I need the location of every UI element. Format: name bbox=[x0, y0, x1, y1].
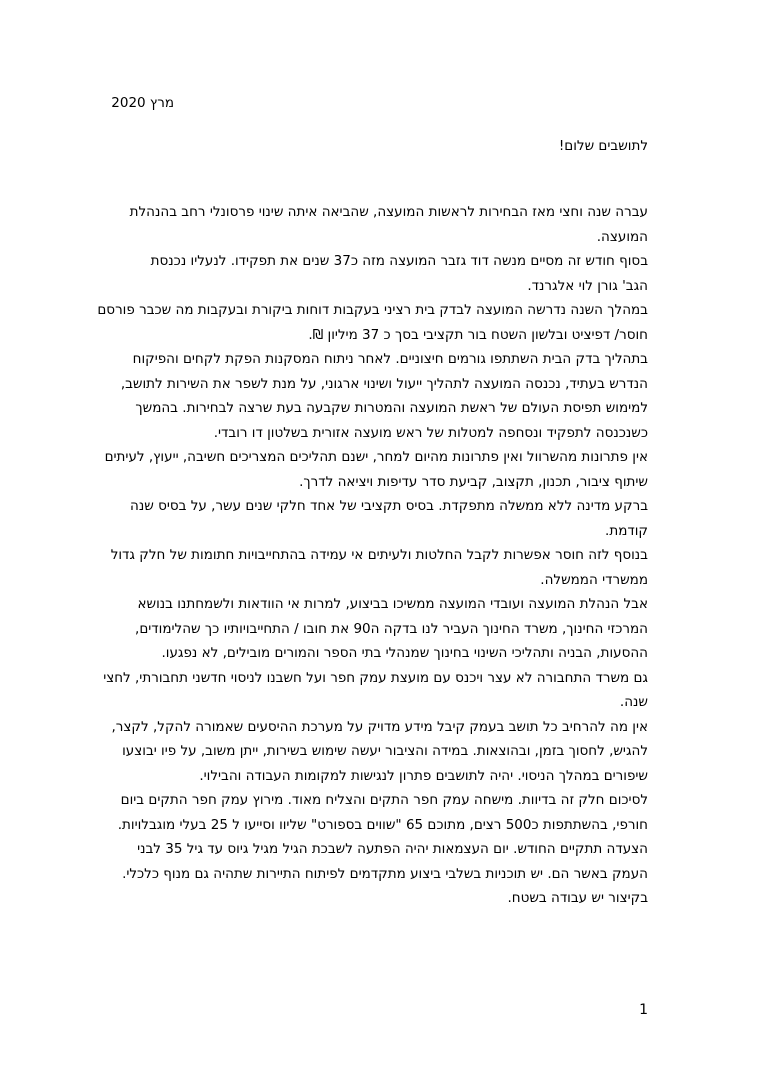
body-line: גם משרד התחבורה לא עצר ויכנס עם מועצת עמק חפר ועל חשבנו לניסוי חדשני תחבורתי, לחצי bbox=[103, 669, 648, 686]
page-number: 1 bbox=[639, 1002, 648, 1018]
letter-body bbox=[97, 200, 648, 911]
body-line: חורפי, בהשתתפות כ500 רצים, מתוכם 65 "שווים בספורט" שליוו וסייעו ל 25 בעלי מוגבלויות. bbox=[117, 816, 648, 833]
body-line: בסוף חודש זה מסיים מנשה דוד גזבר המועצה מזה כ37 שנים את תפקידו. לנעליו נכנסת bbox=[150, 253, 648, 269]
body-line: ברקע מדינה ללא ממשלה מתפקדת. בסיס תקציבי של אחד חלקי שנים עשר, על בסיס שנה bbox=[130, 498, 648, 514]
greeting: לתושבים שלום! bbox=[558, 138, 648, 154]
body-line: חוסר/ דפיציט ובלשון השטח בור תקציבי בסך כ 37 מיליון ₪. bbox=[308, 326, 648, 343]
body-line: למימוש תפיסת העולם של ראשת המועצה והמטרות שקבעה בעת שרצה לבחירות. בהמשך bbox=[135, 400, 648, 416]
body-line: במהלך השנה נדרשה המועצה לבדק בית רציני בעקבות דוחות ביקורת ובעקבות מה שכבר פורסם bbox=[97, 302, 648, 318]
body-line: הצעדה תתקיים החודש. יום העצמאות יהיה הפתעה לשבכת הגיל מגיל גיוס עד גיל 35 לבני bbox=[137, 841, 648, 857]
body-line: אין מה להרחיב כל תושב בעמק קיבל מידע מדויק על מערכת ההיסעים שאמורה להקל, לקצר, bbox=[111, 718, 648, 735]
body-line: הגב' גורן לוי אלגרנד. bbox=[527, 277, 648, 294]
body-line: ממשרדי הממשלה. bbox=[540, 571, 648, 588]
body-line: הנדרש בעתיד, נכנסה המועצה לתהליך ייעול ושינוי ארגוני, על מנת לשפר את השירות לתושב, bbox=[120, 375, 648, 392]
body-line: שיפורים במהלך הניסוי. יהיה לתושבים פתרון לנגישות למקומות העבודה והבילוי. bbox=[199, 767, 648, 784]
body-line: שנה. bbox=[619, 694, 648, 710]
body-line: העמק באשר הם. יש תוכניות בשלבי ביצוע מתקדמים לפיתוח התיירות שתהיה גם מנוף כלכלי. bbox=[122, 865, 648, 882]
body-line: המרכזי החינוך, משרד החינוך העביר לנו בדקה ה90 את חובו / התחייבויותיו כך שהלימודים, bbox=[135, 620, 648, 637]
body-line: בנוסף לזה חוסר אפשרות לקבל החלטות ולעיתים אי עמידה בהתחייבויות חתומות של חלק גדול bbox=[110, 547, 648, 563]
body-line: עברה שנה וחצי מאז הבחירות לראשות המועצה, שהביאה איתה שינוי פרסונלי רחב בהנהלת bbox=[129, 204, 648, 220]
body-line: אין פתרונות מהשרוול ואין פתרונות מהיום למחר, ישנם תהליכים המצריכים חשיבה, ייעוץ, לעיתים bbox=[104, 449, 648, 465]
body-line: אבל הנהלת המועצה ועובדי המועצה ממשיכו בביצוע, למרות אי הוודאות ולשמחתנו בנושא bbox=[137, 596, 648, 612]
body-line: קודמת. bbox=[605, 522, 648, 539]
body-line: ההסעות, הבניה ותהליכי השינוי בחינוך שמנהלי בתי הספר והמורים מובילים, לא נפגעו. bbox=[161, 645, 648, 661]
body-line: שיתוף ציבור, תכנון, תקצוב, קביעת סדר עדיפות ויציאה לדרך. bbox=[299, 473, 648, 490]
body-line: לסיכום חלק זה בדיוות. מישחה עמק חפר התקים והצליח מאוד. מירוץ עמק חפר התקים ביום bbox=[120, 792, 648, 808]
body-line: בתהליך בדק הבית השתתפו גורמים חיצוניים. לאחר ניתוח המסקנות הפקת לקחים והפיקוח bbox=[132, 351, 648, 367]
document-date: מרץ 2020 bbox=[111, 95, 174, 111]
body-line: בקיצור יש עבודה בשטח. bbox=[507, 890, 648, 906]
body-line: להגיש, לחסוך בזמן, ובהוצאות. במידה והציבור יעשה שימוש בשירות, ייתן משוב, על פיו יבוצעו bbox=[122, 743, 648, 759]
body-line: כשנכנסה לתפקיד ונסחפה למטלות של ראש מועצה אזורית בשלטון דו רובדי. bbox=[213, 424, 648, 441]
body-line: המועצה. bbox=[596, 228, 648, 245]
